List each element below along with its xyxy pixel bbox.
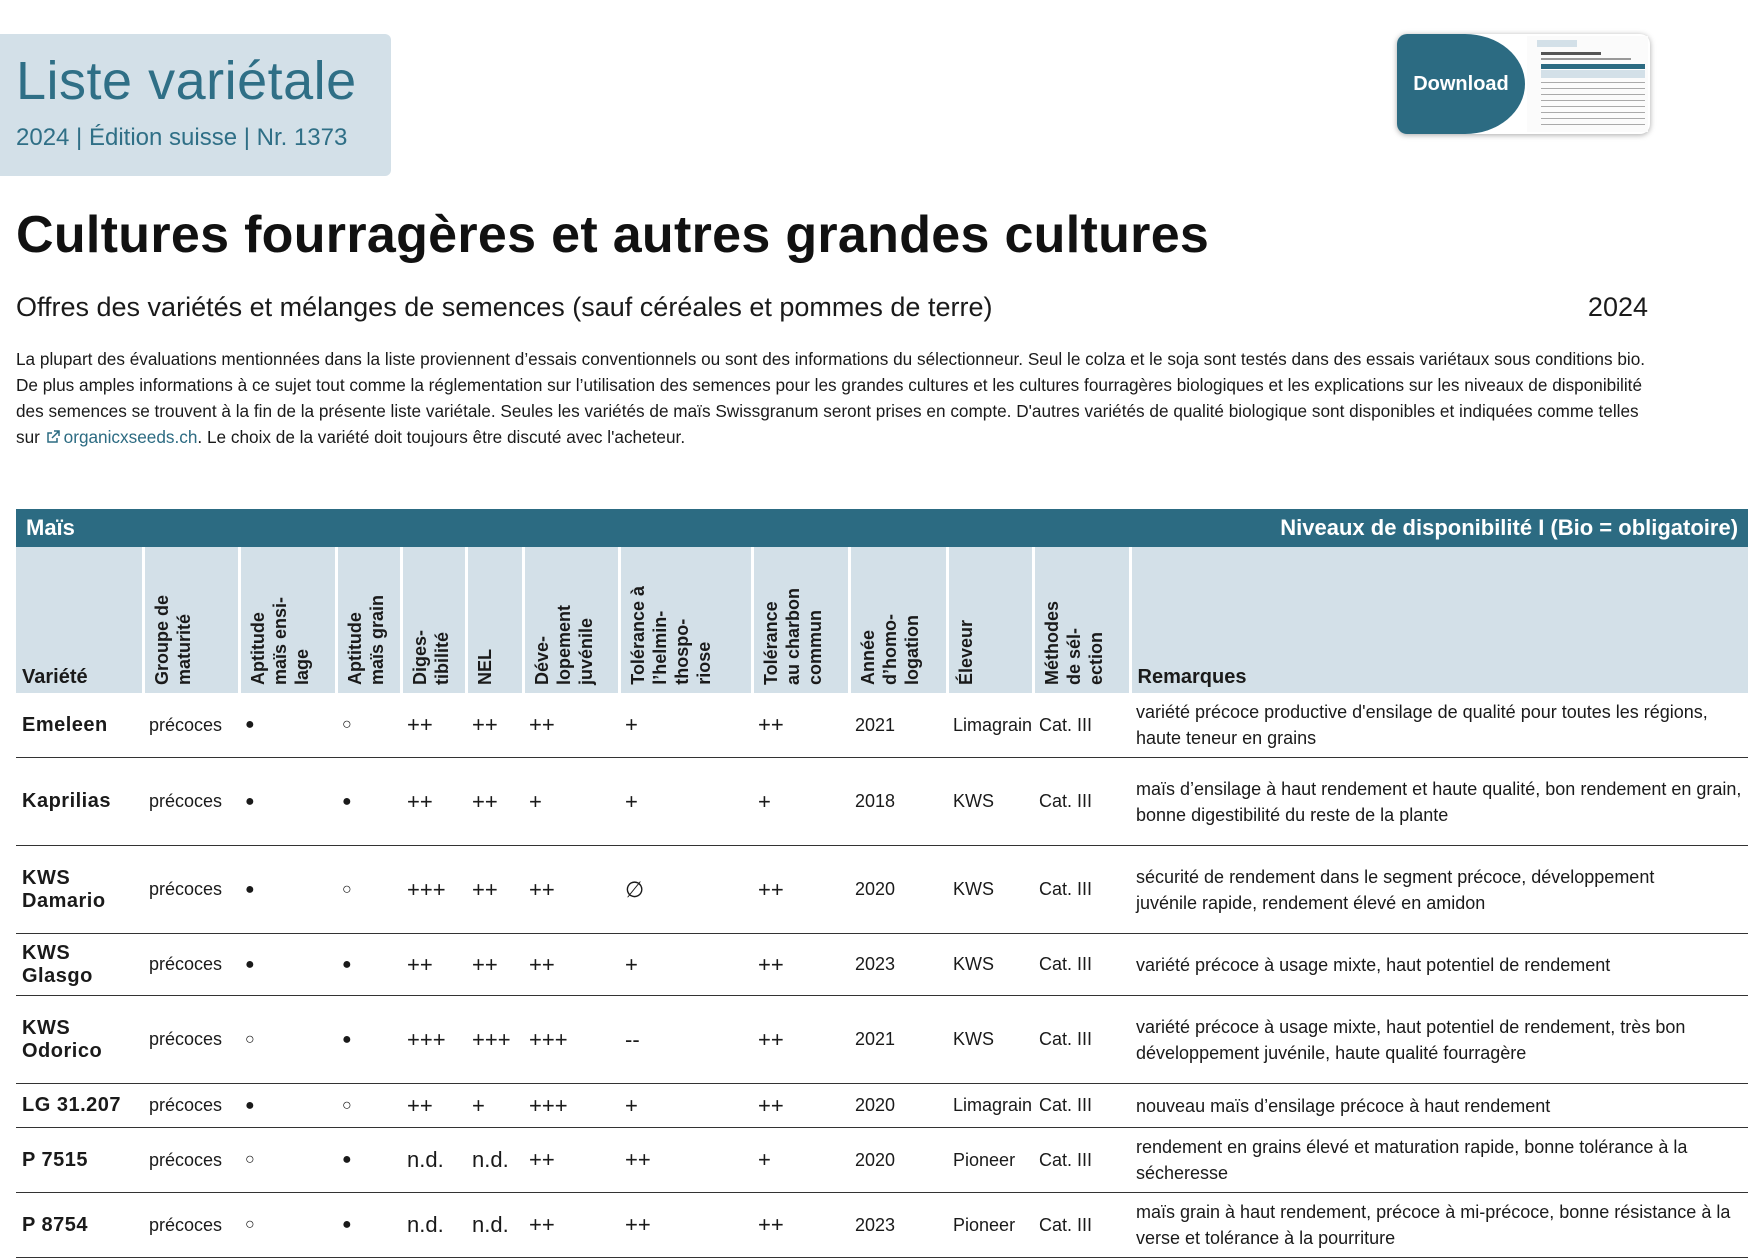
nel-value: +	[466, 1084, 523, 1128]
digestibility: ++	[401, 758, 466, 846]
variety-name: KWS Odorico	[16, 996, 143, 1084]
juvenile-development: ++	[523, 934, 619, 996]
external-link-icon	[45, 429, 61, 445]
smut-tolerance: ++	[752, 934, 849, 996]
digestibility: ++	[401, 1084, 466, 1128]
remarks: variété précoce productive d'ensilage de qualité pour toutes les régions, haute teneur en grains	[1130, 693, 1748, 758]
helminthosporiose-tolerance: ++	[619, 1193, 752, 1258]
digestibility: +++	[401, 996, 466, 1084]
remarks: variété précoce à usage mixte, haut potentiel de rendement	[1130, 934, 1748, 996]
table-row	[16, 846, 1748, 934]
silage-aptitude: ●	[239, 846, 336, 934]
grain-aptitude: ●	[336, 1193, 401, 1258]
helminthosporiose-tolerance: ++	[619, 1128, 752, 1193]
organicxseeds-link[interactable]	[45, 427, 198, 447]
column-header: Aptitude maïs grain	[336, 547, 401, 693]
helminthosporiose-tolerance: +	[619, 758, 752, 846]
selection-method: Cat. III	[1033, 934, 1130, 996]
registration-year: 2021	[849, 996, 947, 1084]
variety-name: Kaprilias	[16, 758, 143, 846]
registration-year: 2023	[849, 934, 947, 996]
intro-text-end: . Le choix de la variété doit toujours être discuté avec l'acheteur.	[197, 427, 686, 447]
maturity-group: précoces	[143, 758, 239, 846]
variety-name: KWS Glasgo	[16, 934, 143, 996]
breeder: KWS	[947, 846, 1033, 934]
smut-tolerance: +	[752, 1128, 849, 1193]
maturity-group: précoces	[143, 1193, 239, 1258]
table-row	[16, 758, 1748, 846]
variety-table	[16, 509, 1748, 1258]
brand-subtitle: 2024 | Édition suisse | Nr. 1373	[16, 124, 348, 151]
nel-value: n.d.	[466, 1193, 523, 1258]
nel-value: ++	[466, 693, 523, 758]
smut-tolerance: ++	[752, 693, 849, 758]
digestibility: +++	[401, 846, 466, 934]
remarks: sécurité de rendement dans le segment précoce, développement juvénile rapide, rendement élevé en amidon	[1130, 846, 1748, 934]
nel-value: +++	[466, 996, 523, 1084]
variety-name: P 7515	[16, 1128, 143, 1193]
remarks: rendement en grains élevé et maturation rapide, bonne tolérance à la sécheresse	[1130, 1128, 1748, 1193]
nel-value: ++	[466, 758, 523, 846]
grain-aptitude: ●	[336, 934, 401, 996]
selection-method: Cat. III	[1033, 1128, 1130, 1193]
breeder: Pioneer	[947, 1128, 1033, 1193]
smut-tolerance: ++	[752, 846, 849, 934]
column-header: Année d’homo- logation	[849, 547, 947, 693]
remarks: variété précoce à usage mixte, haut potentiel de rendement, très bon développement juvénile, haute qualité fourragère	[1130, 996, 1748, 1084]
variety-name: Emeleen	[16, 693, 143, 758]
registration-year: 2018	[849, 758, 947, 846]
registration-year: 2023	[849, 1193, 947, 1258]
grain-aptitude: ○	[336, 693, 401, 758]
registration-year: 2020	[849, 1084, 947, 1128]
helminthosporiose-tolerance: --	[619, 996, 752, 1084]
silage-aptitude: ●	[239, 758, 336, 846]
remarks: nouveau maïs d’ensilage précoce à haut rendement	[1130, 1084, 1748, 1128]
helminthosporiose-tolerance: +	[619, 693, 752, 758]
breeder: Pioneer	[947, 1193, 1033, 1258]
maturity-group: précoces	[143, 1084, 239, 1128]
table-row	[16, 934, 1748, 996]
juvenile-development: +++	[523, 1084, 619, 1128]
breeder: KWS	[947, 996, 1033, 1084]
maturity-group: précoces	[143, 693, 239, 758]
silage-aptitude: ●	[239, 1084, 336, 1128]
column-header: Variété	[16, 547, 143, 693]
header-row	[16, 547, 1748, 693]
column-header: Remarques	[1130, 547, 1748, 693]
breeder: KWS	[947, 934, 1033, 996]
breeder: Limagrain	[947, 1084, 1033, 1128]
breeder: Limagrain	[947, 693, 1033, 758]
table-row	[16, 1193, 1748, 1258]
grain-aptitude: ●	[336, 758, 401, 846]
column-header: Méthodes de sél- ection	[1033, 547, 1130, 693]
digestibility: ++	[401, 934, 466, 996]
selection-method: Cat. III	[1033, 1193, 1130, 1258]
maturity-group: précoces	[143, 846, 239, 934]
registration-year: 2020	[849, 1128, 947, 1193]
registration-year: 2021	[849, 693, 947, 758]
column-header: Aptitude maïs ensi- lage	[239, 547, 336, 693]
selection-method: Cat. III	[1033, 693, 1130, 758]
page-subtitle: Offres des variétés et mélanges de semences (sauf céréales et pommes de terre)	[16, 292, 993, 322]
juvenile-development: +++	[523, 996, 619, 1084]
juvenile-development: +	[523, 758, 619, 846]
selection-method: Cat. III	[1033, 846, 1130, 934]
digestibility: n.d.	[401, 1193, 466, 1258]
helminthosporiose-tolerance: +	[619, 1084, 752, 1128]
maturity-group: précoces	[143, 934, 239, 996]
maturity-group: précoces	[143, 1128, 239, 1193]
brand-title: Liste variétale	[16, 51, 357, 111]
silage-aptitude: ●	[239, 693, 336, 758]
selection-method: Cat. III	[1033, 758, 1130, 846]
column-header: Tolérance à l’helmin- thospo- riose	[619, 547, 752, 693]
helminthosporiose-tolerance: +	[619, 934, 752, 996]
juvenile-development: ++	[523, 1193, 619, 1258]
edition-year: 2024	[1587, 292, 1648, 322]
section-band	[16, 509, 1748, 547]
juvenile-development: ++	[523, 846, 619, 934]
juvenile-development: ++	[523, 1128, 619, 1193]
variety-name: P 8754	[16, 1193, 143, 1258]
intro-paragraph	[16, 346, 1646, 450]
grain-aptitude: ●	[336, 1128, 401, 1193]
document-thumbnail-icon	[1527, 36, 1648, 132]
column-header: NEL	[466, 547, 523, 693]
table-row	[16, 1084, 1748, 1128]
nel-value: ++	[466, 934, 523, 996]
page-title: Cultures fourragères et autres grandes cultures	[16, 206, 1210, 264]
grain-aptitude: ●	[336, 996, 401, 1084]
helminthosporiose-tolerance: ∅	[619, 846, 752, 934]
smut-tolerance: +	[752, 758, 849, 846]
column-header: Éleveur	[947, 547, 1033, 693]
brand-banner	[0, 34, 391, 176]
smut-tolerance: ++	[752, 1084, 849, 1128]
column-header: Groupe de maturité	[143, 547, 239, 693]
silage-aptitude: ○	[239, 1193, 336, 1258]
column-header: Diges- tibilité	[401, 547, 466, 693]
smut-tolerance: ++	[752, 1193, 849, 1258]
nel-value: ++	[466, 846, 523, 934]
grain-aptitude: ○	[336, 1084, 401, 1128]
remarks: maïs d’ensilage à haut rendement et haute qualité, bon rendement en grain, bonne digestibilité du reste de la plante	[1130, 758, 1748, 846]
registration-year: 2020	[849, 846, 947, 934]
download-label[interactable]: Download	[1397, 34, 1525, 134]
table-row	[16, 996, 1748, 1084]
remarks: maïs grain à haut rendement, précoce à mi-précoce, bonne résistance à la verse et tolérance à la pourriture	[1130, 1193, 1748, 1258]
table-row	[16, 1128, 1748, 1193]
maturity-group: précoces	[143, 996, 239, 1084]
download-button[interactable]	[1397, 34, 1650, 134]
table-row	[16, 693, 1748, 758]
juvenile-development: ++	[523, 693, 619, 758]
silage-aptitude: ○	[239, 1128, 336, 1193]
variety-name: KWS Damario	[16, 846, 143, 934]
silage-aptitude: ●	[239, 934, 336, 996]
column-header: Déve- lopement juvénile	[523, 547, 619, 693]
variety-name: LG 31.207	[16, 1084, 143, 1128]
digestibility: n.d.	[401, 1128, 466, 1193]
intro-text: La plupart des évaluations mentionnées dans la liste proviennent d’essais conventionnels ou sont des informations du sélectionneur. Seul le colza et le soja sont testés dans des essais variétaux sous conditions bio. De plus amples informations à ce sujet tout comme la réglementation sur l’utilisation des semences pour les grandes cultures et les cultures fourragères biologiques et les explications sur les niveaux de disponibilité des semences se trouvent à la fin de la présente liste variétale. Seules les variétés de maïs Swissgranum seront prises en compte. D'autres variétés de qualité biologique sont disponibles et indiquées comme telles sur	[16, 349, 1646, 447]
column-header: Tolérance au charbon commun	[752, 547, 849, 693]
selection-method: Cat. III	[1033, 996, 1130, 1084]
link-text[interactable]: organicxseeds.ch	[63, 427, 198, 447]
availability-level: Niveaux de disponibilité I (Bio = obligatoire)	[523, 509, 1748, 547]
digestibility: ++	[401, 693, 466, 758]
smut-tolerance: ++	[752, 996, 849, 1084]
silage-aptitude: ○	[239, 996, 336, 1084]
breeder: KWS	[947, 758, 1033, 846]
grain-aptitude: ○	[336, 846, 401, 934]
section-title: Maïs	[16, 509, 523, 547]
selection-method: Cat. III	[1033, 1084, 1130, 1128]
nel-value: n.d.	[466, 1128, 523, 1193]
